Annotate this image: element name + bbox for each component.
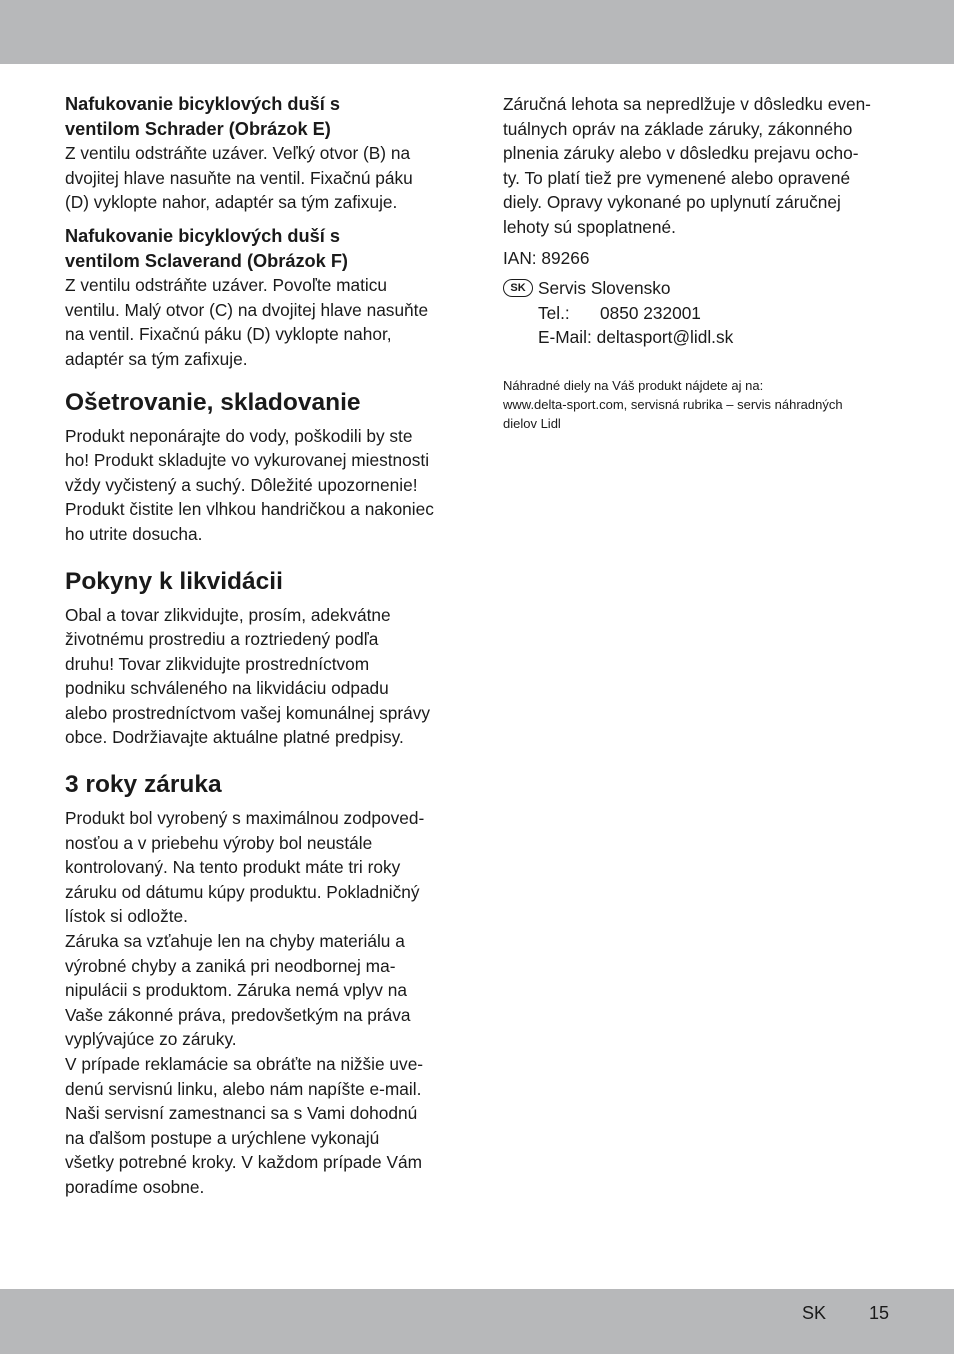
section-title-schrader: Nafukovanie bicyklových duší s ventilom Schrader (Obrázok E) <box>65 94 340 139</box>
header-bar <box>0 0 954 64</box>
service-email: E-Mail: deltasport@lidl.sk <box>538 327 734 348</box>
footer-language-code: SK <box>802 1303 827 1323</box>
service-block <box>503 276 895 350</box>
service-phone: Tel.: 0850 232001 <box>538 302 701 323</box>
heading-disposal: Pokyny k likvidácii <box>65 567 283 595</box>
service-name: Servis Slovensko <box>538 278 671 299</box>
section-title-sclaverand: Nafukovanie bicyklových duší s ventilom Sclaverand (Obrázok F) <box>65 225 348 271</box>
right-column <box>503 92 895 433</box>
heading-care: Ošetrovanie, skladovanie <box>65 388 361 416</box>
warranty-text: Produkt bol vyrobený s maximálnou zodpoved- nosťou a v priebehu výroby bol neustále kontrolovaný. Na tento produkt máte tri roky záruku od dátumu kúpy produktu. Pokladničný lístok si odložte. Záruka sa vzťahuje len na chyby materiálu a výrobné chyby a zaniká pri neodbornej ma- nipulácii s produktom. Záruka nemá vplyv na Vaše zákonné práva, predovšetkým na práva vyplývajúce zo záruky. V prípade reklamácie sa obráťte na nižšie uve- denú servisnú linku, alebo nám napíšte e-mail. Naši servisní zamestnanci sa s Vami dohodnú na ďalšom postupe a urýchlene vykonajú všetky potrebné kroky. V každom prípade Vám poradíme osobne. <box>65 808 425 1197</box>
ian-number: IAN: 89266 <box>503 247 590 268</box>
left-column <box>65 92 457 1200</box>
sclaverand-text: Z ventilu odstráňte uzáver. Povoľte maticu ventilu. Malý otvor (C) na dvojitej hlave nasuňte na ventil. Fixačnú páku (D) vyklopte nahor, adaptér sa tým zafixuje. <box>65 275 429 369</box>
heading-warranty: 3 roky záruka <box>65 771 222 799</box>
warranty-continued-text: Záručná lehota sa nepredlžuje v dôsledku even- tuálnych opráv na základe záruky, zákonného plnenia záruky alebo v dôsledku prejavu ocho- ty. To platí tiež pre vymenené alebo opravené diely. Opravy vykonané po uplynutí záručnej lehoty sú spoplatnené. <box>503 94 871 237</box>
spare-parts-note: Náhradné diely na Váš produkt nájdete aj na: www.delta-sport.com, servisná rubrika – servis náhradných dielov Lidl <box>503 377 843 431</box>
disposal-text: Obal a tovar zlikvidujte, prosím, adekvátne životnému prostrediu a roztriedený podľa druhu! Tovar zlikvidujte prostredníctvom podniku schváleného na likvidáciu odpadu alebo prostredníctvom vašej komunálnej správy obce. Dodržiavajte aktuálne platné predpisy. <box>65 604 431 748</box>
page-number: 15 <box>869 1303 890 1323</box>
country-badge-icon: SK <box>503 279 533 297</box>
schrader-text: Z ventilu odstráňte uzáver. Veľký otvor (B) na dvojitej hlave nasuňte na ventil. Fixačnú páku (D) vyklopte nahor, adaptér sa tým zafixuje. <box>65 143 413 213</box>
care-text: Produkt neponárajte do vody, poškodili by ste ho! Produkt skladujte vo vykurovanej miestnosti vždy vyčistený a suchý. Dôležité upozornenie! Produkt čistite len vlhkou handričkou a nakoniec ho utrite dosucha. <box>65 425 434 544</box>
